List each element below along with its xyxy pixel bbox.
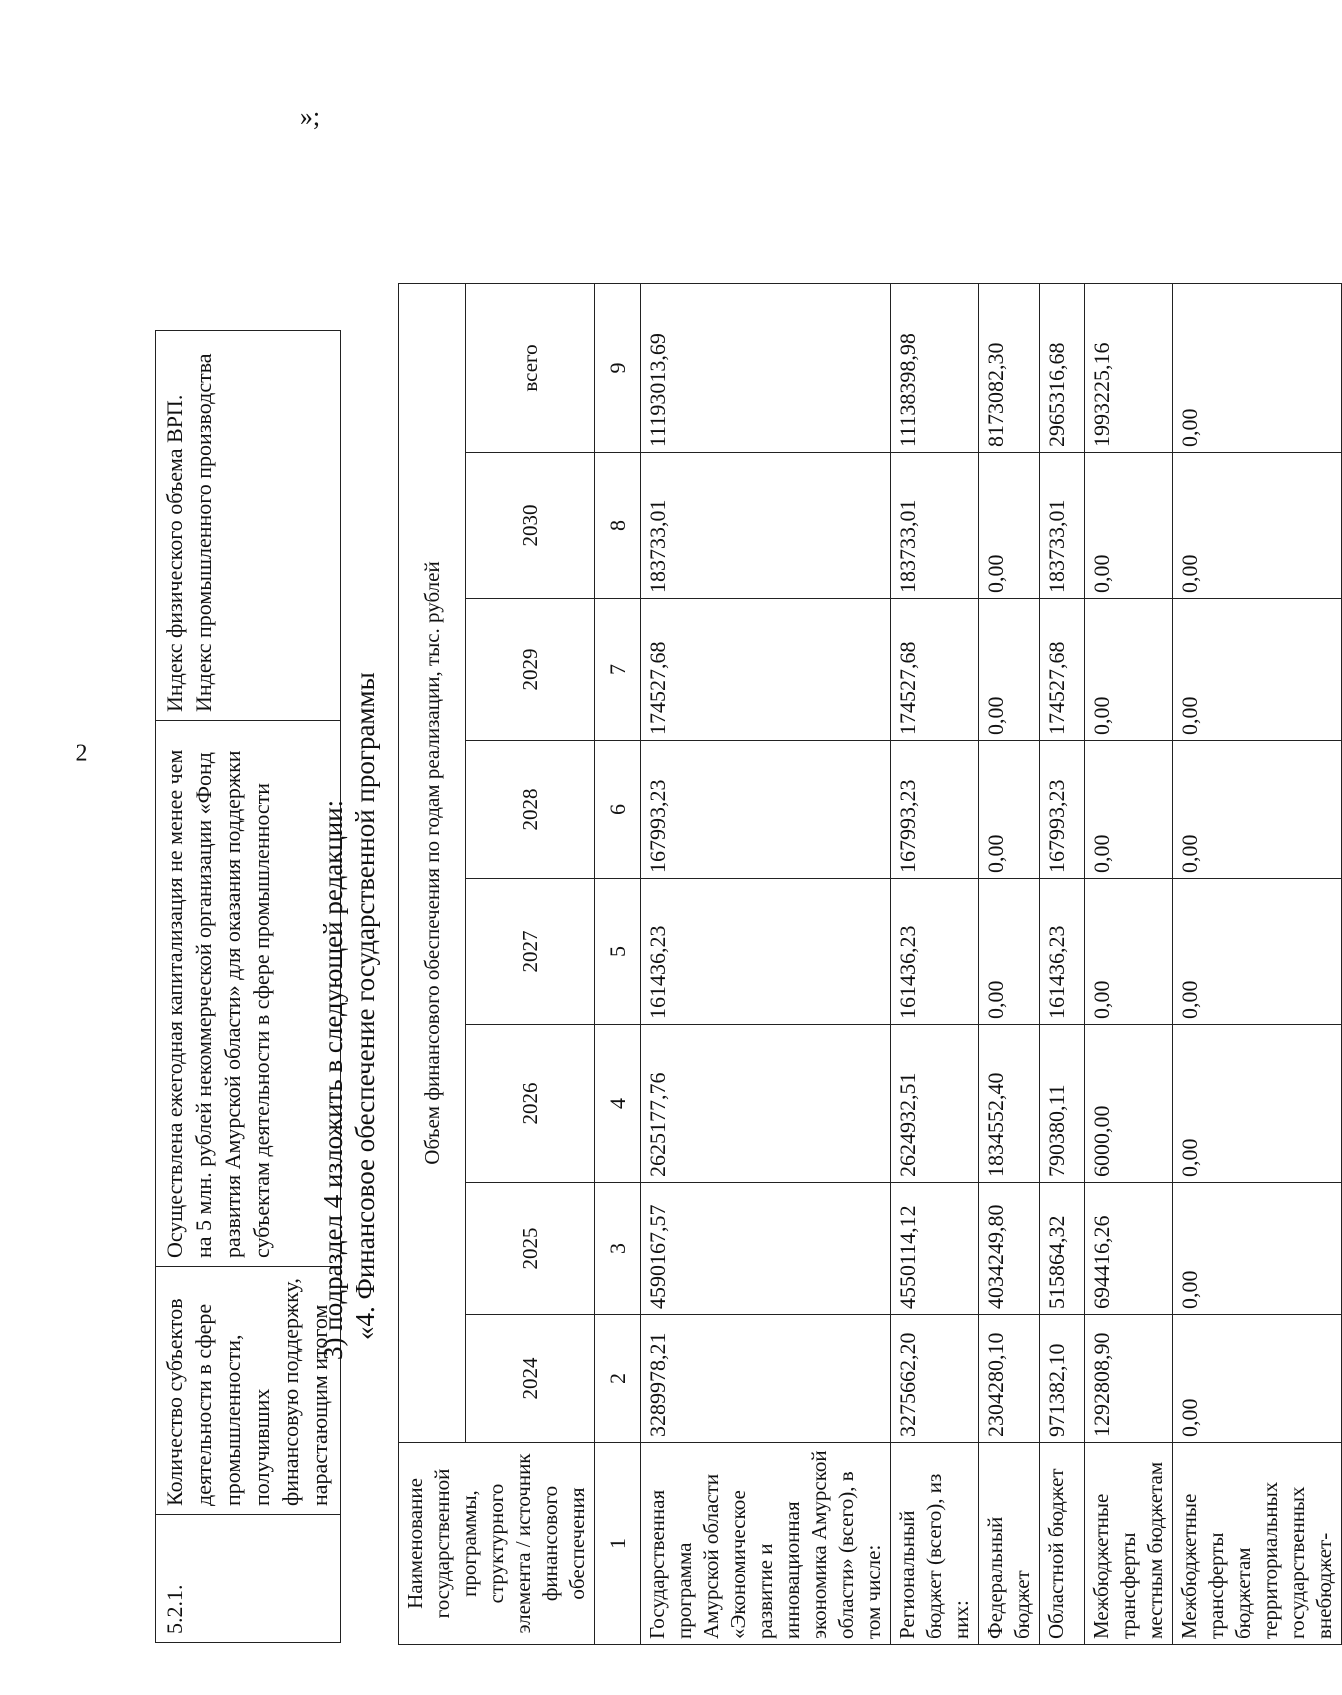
table-row: [641, 284, 891, 1645]
row-name: Региональный бюджет (всего), из них:: [891, 1443, 979, 1645]
cell-value: 0,00: [1085, 741, 1173, 879]
section-title: «4. Финансовое обеспечение государственной программы: [350, 672, 380, 1340]
cell-value: 0,00: [1173, 453, 1342, 599]
table-row: [1173, 284, 1342, 1645]
indicator-name: Количество субъектов деятельности в сфере промышленности, получивших финансовую поддержку, нарастающим итогом: [156, 1267, 341, 1515]
cell-value: 515864,32: [1040, 1183, 1085, 1315]
column-number: 6: [595, 741, 641, 879]
cell-value: 4034249,80: [979, 1183, 1040, 1315]
redaction-instruction: 3) подраздел 4 изложить в следующей редакции:: [318, 799, 348, 1360]
cell-value: 1292808,90: [1085, 1315, 1173, 1443]
column-number: 7: [595, 599, 641, 741]
cell-value: 0,00: [979, 741, 1040, 879]
year-header: 2027: [466, 879, 595, 1025]
cell-value: 183733,01: [891, 453, 979, 599]
column-number: 1: [595, 1443, 641, 1645]
cell-value: 2624932,51: [891, 1025, 979, 1183]
row-name: Межбюджетные трансферты бюджетам территориальных государственных внебюджет-: [1173, 1443, 1342, 1645]
cell-value: 11193013,69: [641, 284, 891, 453]
cell-value: 2965316,68: [1040, 284, 1085, 453]
cell-value: 174527,68: [1040, 599, 1085, 741]
name-column-header: Наименование государственной программы, структурного элемента / источник финансового обеспечения: [399, 1443, 595, 1645]
volume-header: Объем финансового обеспечения по годам реализации, тыс. рублей: [399, 284, 466, 1443]
cell-value: 161436,23: [891, 879, 979, 1025]
years-header-row: [466, 284, 595, 1645]
year-header: 2028: [466, 741, 595, 879]
cell-value: 0,00: [1173, 1025, 1342, 1183]
cell-value: 6000,00: [1085, 1025, 1173, 1183]
total-header: всего: [466, 284, 595, 453]
column-number: 3: [595, 1183, 641, 1315]
cell-value: 0,00: [1085, 879, 1173, 1025]
year-header: 2024: [466, 1315, 595, 1443]
cell-value: 3275662,20: [891, 1315, 979, 1443]
cell-value: 4590167,57: [641, 1183, 891, 1315]
cell-value: 971382,10: [1040, 1315, 1085, 1443]
indicator-indices: Индекс физического объема ВРП. Индекс промышленного производства: [156, 331, 341, 721]
table-row: [979, 284, 1040, 1645]
cell-value: 167993,23: [891, 741, 979, 879]
cell-value: 694416,26: [1085, 1183, 1173, 1315]
closing-quote-mark: »;: [299, 101, 321, 131]
cell-value: 161436,23: [641, 879, 891, 1025]
finance-header-row: [399, 284, 466, 1645]
cell-value: 0,00: [1173, 284, 1342, 453]
year-header: 2030: [466, 453, 595, 599]
cell-value: 2625177,76: [641, 1025, 891, 1183]
table-row: [1040, 284, 1085, 1645]
cell-value: 790380,11: [1040, 1025, 1085, 1183]
cell-value: 2304280,10: [979, 1315, 1040, 1443]
table-row: [1085, 284, 1173, 1645]
row-name: Межбюджетные трансферты местным бюджетам: [1085, 1443, 1173, 1645]
row-name: Федеральный бюджет: [979, 1443, 1040, 1645]
cell-value: 0,00: [1173, 599, 1342, 741]
page-number: 2: [75, 740, 88, 767]
cell-value: 161436,23: [1040, 879, 1085, 1025]
cell-value: 11138398,98: [891, 284, 979, 453]
cell-value: 167993,23: [1040, 741, 1085, 879]
cell-value: 0,00: [1173, 1183, 1342, 1315]
cell-value: 3289978,21: [641, 1315, 891, 1443]
column-number: 2: [595, 1315, 641, 1443]
cell-value: 8173082,30: [979, 284, 1040, 453]
column-number: 5: [595, 879, 641, 1025]
column-number: 4: [595, 1025, 641, 1183]
cell-value: 0,00: [1173, 879, 1342, 1025]
indicator-row: [156, 331, 341, 1643]
cell-value: 1834552,40: [979, 1025, 1040, 1183]
cell-value: 183733,01: [1040, 453, 1085, 599]
indicator-table: [155, 330, 341, 1643]
cell-value: 1993225,16: [1085, 284, 1173, 453]
row-name: Областной бюджет: [1040, 1443, 1085, 1645]
cell-value: 167993,23: [641, 741, 891, 879]
row-name: Государственная программа Амурской области «Экономическое развитие и инновационная экономика Амурской области» (всего), в том числе:: [641, 1443, 891, 1645]
cell-value: 4550114,12: [891, 1183, 979, 1315]
indicator-result: Осуществлена ежегодная капитализация не менее чем на 5 млн. рублей некоммерческой организации «Фонд развития Амурской области» для оказания поддержки субъектам деятельности в сфере промышленности: [156, 721, 341, 1267]
cell-value: 0,00: [979, 599, 1040, 741]
cell-value: 0,00: [1173, 741, 1342, 879]
column-number-row: [595, 284, 641, 1645]
cell-value: 0,00: [1173, 1315, 1342, 1443]
cell-value: 174527,68: [641, 599, 891, 741]
cell-value: 0,00: [1085, 453, 1173, 599]
indicator-number: 5.2.1.: [156, 1515, 341, 1643]
table-row: [891, 284, 979, 1645]
year-header: 2026: [466, 1025, 595, 1183]
cell-value: 174527,68: [891, 599, 979, 741]
cell-value: 0,00: [979, 879, 1040, 1025]
column-number: 8: [595, 453, 641, 599]
finance-table: [398, 283, 1342, 1645]
column-number: 9: [595, 284, 641, 453]
cell-value: 183733,01: [641, 453, 891, 599]
year-header: 2025: [466, 1183, 595, 1315]
year-header: 2029: [466, 599, 595, 741]
cell-value: 0,00: [1085, 599, 1173, 741]
cell-value: 0,00: [979, 453, 1040, 599]
